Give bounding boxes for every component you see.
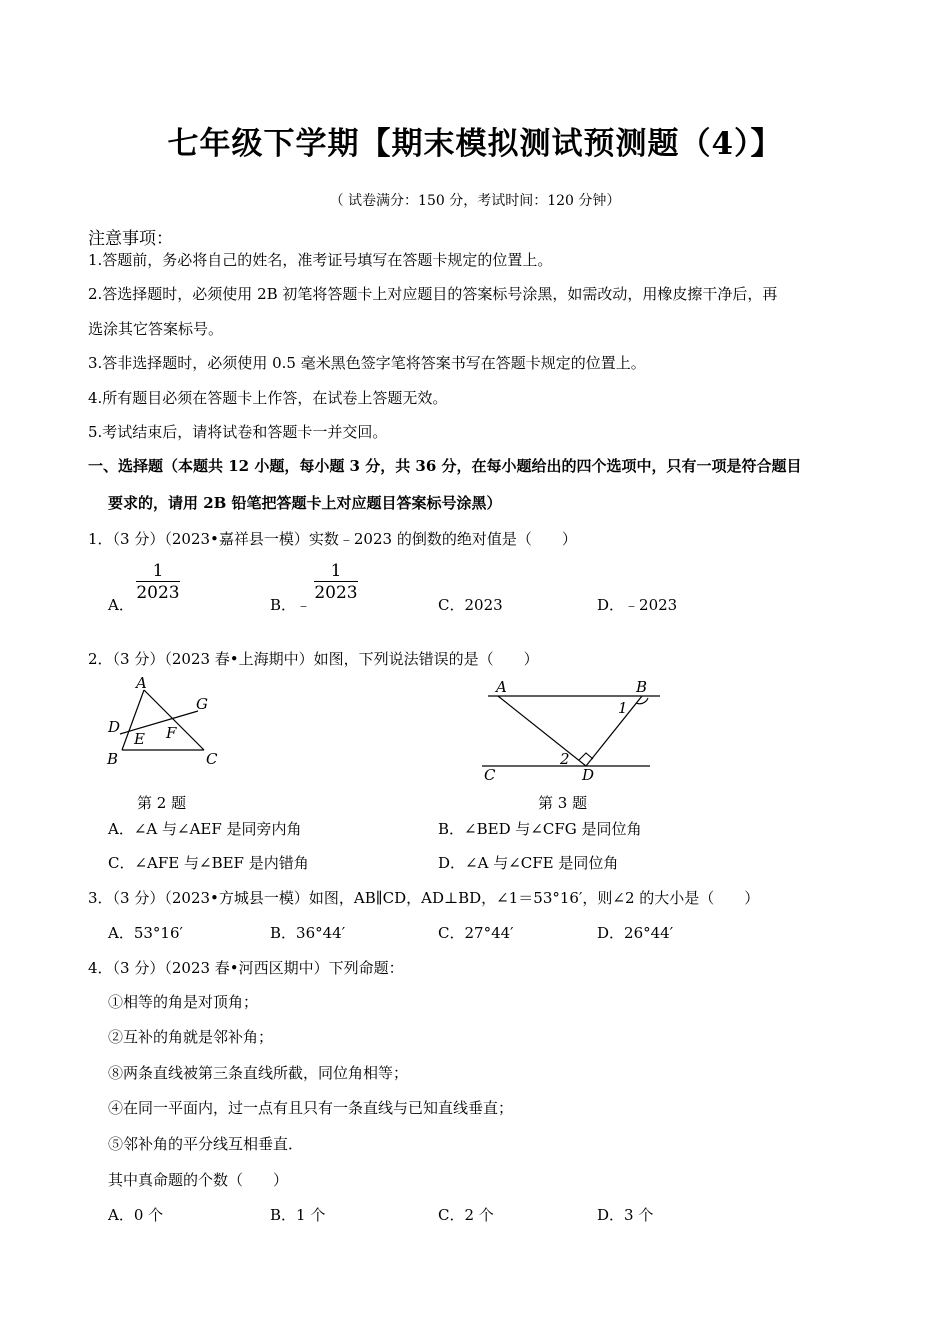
fraction-numerator: 1 [330, 561, 342, 581]
q1-option-a-label: A． [108, 596, 134, 614]
figure-q2-triangle [100, 672, 230, 772]
q4-option-d: D．3 个 [597, 1206, 654, 1224]
q3-option-c: C．27°44′ [438, 924, 514, 942]
angle-label-1: 1 [618, 699, 628, 717]
point-label-c: C [484, 766, 496, 784]
fraction-numerator: 1 [152, 561, 164, 581]
q2-option-d: D．∠A 与∠CFE 是同位角 [438, 854, 619, 872]
q4-proposition: ①相等的角是对顶角； [108, 993, 259, 1011]
figure-3-caption: 第 3 题 [538, 794, 588, 812]
point-label-a: A [496, 678, 507, 696]
notice-item: 3.答非选择题时，必须使用 0.5 毫米黑色签字笔将答案书写在答题卡规定的位置上。 [88, 354, 646, 372]
notice-item: 2.答选择题时，必须使用 2B 初笔将答题卡上对应题目的答案标号涂黑，如需改动，用橡皮擦干净后，再 [88, 285, 778, 303]
point-label-g: G [196, 695, 208, 713]
question-2-stem: 2．（3 分）（2023 春•上海期中）如图，下列说法错误的是（ ） [88, 650, 539, 668]
q3-option-b: B．36°44′ [270, 924, 346, 942]
section-heading: 一、选择题（本题共 12 小题，每小题 3 分，共 36 分，在每小题给出的四个选项中，只有一项是符合题目 [88, 457, 802, 475]
q4-option-b: B．1 个 [270, 1206, 326, 1224]
notice-item: 1.答题前，务必将自己的姓名，准考证号填写在答题卡规定的位置上。 [88, 251, 553, 269]
notice-item: 4.所有题目必须在答题卡上作答，在试卷上答题无效。 [88, 389, 448, 407]
point-label-e: E [134, 730, 145, 748]
vertex-label-c: C [206, 750, 218, 768]
q4-proposition: ④在同一平面内，过一点有且只有一条直线与已知直线垂直； [108, 1099, 514, 1117]
q4-option-a: A．0 个 [108, 1206, 164, 1224]
question-4-stem: 4．（3 分）（2023 春•河西区期中）下列命题： [88, 959, 404, 977]
q2-option-a: A．∠A 与∠AEF 是同旁内角 [108, 820, 302, 838]
q3-option-a: A．53°16′ [108, 924, 183, 942]
q4-proposition: ⑤邻补角的平分线互相垂直． [108, 1135, 304, 1153]
vertex-label-a: A [136, 674, 147, 692]
angle-label-2: 2 [560, 750, 570, 768]
point-label-b: B [636, 678, 648, 696]
question-3-stem: 3．（3 分）（2023•方城县一模）如图，AB∥CD，AD⊥BD，∠1＝53°16′，则∠2 的大小是（ ） [88, 889, 760, 907]
notice-item: 5.考试结束后，请将试卷和答题卡一并交回。 [88, 423, 388, 441]
q4-proposition: ②互补的角就是邻补角； [108, 1028, 274, 1046]
q2-option-c: C．∠AFE 与∠BEF 是内错角 [108, 854, 309, 872]
q2-option-b: B．∠BED 与∠CFG 是同位角 [438, 820, 642, 838]
q1-option-b-fraction [314, 561, 358, 604]
point-label-d: D [108, 718, 121, 736]
q1-option-a-fraction [136, 561, 180, 604]
q1-option-d: D．﹣2023 [597, 596, 678, 614]
fraction-denominator: 2023 [136, 583, 180, 603]
q1-option-b-label: B．﹣ [270, 596, 312, 614]
point-label-d: D [582, 766, 595, 784]
section-heading-cont: 要求的，请用 2B 铅笔把答题卡上对应题目答案标号涂黑） [108, 494, 502, 512]
q4-question: 其中真命题的个数（ ） [108, 1171, 289, 1189]
notice-heading: 注意事项： [88, 229, 173, 249]
q3-option-d: D．26°44′ [597, 924, 674, 942]
vertex-label-b: B [107, 750, 119, 768]
figure-2-caption: 第 2 题 [137, 794, 187, 812]
q1-option-c: C．2023 [438, 596, 503, 614]
q4-proposition: ⑧两条直线被第三条直线所截，同位角相等； [108, 1064, 409, 1082]
notice-item: 选涂其它答案标号。 [88, 320, 224, 338]
q4-option-c: C．2 个 [438, 1206, 494, 1224]
page-title: 七年级下学期【期末模拟测试预测题（4）】 [167, 126, 783, 162]
question-1-stem: 1．（3 分）（2023•嘉祥县一模）实数﹣2023 的倒数的绝对值是（ ） [88, 530, 577, 548]
fraction-denominator: 2023 [314, 583, 358, 603]
figure-q3-parallel-lines [478, 672, 668, 784]
exam-info: （ 试卷满分：150 分，考试时间：120 分钟） [329, 193, 621, 209]
point-label-f: F [166, 724, 177, 742]
